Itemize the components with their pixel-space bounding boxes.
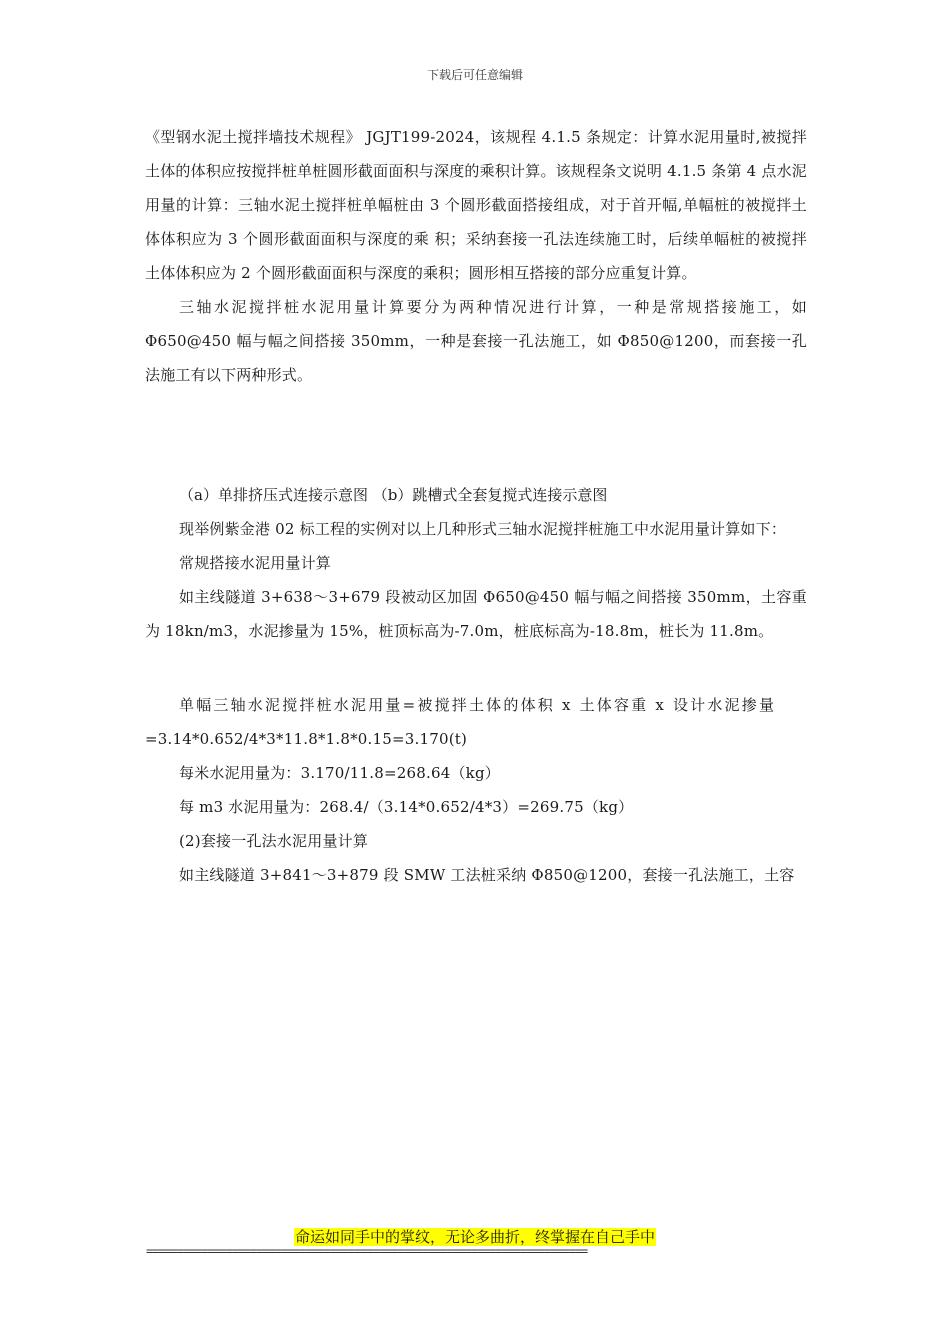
section-heading-regular: 常规搭接水泥用量计算 bbox=[179, 554, 332, 572]
paragraph-regular-params: 如主线隧道 3+638～3+679 段被动区加固 Φ650@450 幅与幅之间搭接 350mm，土容重为 18kn/m3，水泥掺量为 15%，桩顶标高为-7.0m，桩底标高为-18.8m，桩长为 11.8m。 bbox=[145, 588, 807, 640]
footer-motto-text: 命运如同手中的掌纹，无论多曲折，终掌握在自己手中 bbox=[294, 1228, 655, 1246]
paragraph-socket-params: 如主线隧道 3+841～3+879 段 SMW 工法桩采纳 Φ850@1200，套接一孔法施工，土容 bbox=[179, 866, 795, 884]
formula-definition: 单幅三轴水泥搅拌桩水泥用量=被搅拌土体的体积 x 土体容重 x 设计水泥掺量 bbox=[179, 696, 777, 714]
section-heading-socket: (2)套接一孔法水泥用量计算 bbox=[179, 832, 369, 850]
figure-placeholder bbox=[145, 392, 807, 478]
paragraph-regulation: 《型钢水泥土搅拌墙技术规程》 JGJT199-2024，该规程 4.1.5 条规定：计算水泥用量时,被搅拌土体的体积应按搅拌桩单桩圆形截面面积与深度的乘积计算。该规程条文说明 4.1.5 条第 4 点水泥用量的计算：三轴水泥土搅拌桩单幅桩由 3 个圆形截面搭接组成，对于首开幅,单幅桩的被搅拌土体体积应为 3 个圆形截面面积与深度的乘 积；采纳套接一孔法连续施工时，后续单幅桩的被搅拌土体体积应为 2 个圆形截面面积与深度的乘积；圆形相互搭接的部分应重复计算。 bbox=[145, 128, 807, 282]
spacer bbox=[145, 648, 807, 688]
per-m3-cement: 每 m3 水泥用量为：268.4/（3.14*0.652/4*3）=269.75（kg） bbox=[179, 798, 634, 816]
paragraph-two-cases: 三轴水泥搅拌桩水泥用量计算要分为两种情况进行计算，一种是常规搭接施工，如Φ650@450 幅与幅之间搭接 350mm，一种是套接一孔法施工，如 Φ850@1200，而套接一孔法施工有以下两种形式。 bbox=[145, 298, 807, 384]
page-header: 下载后可任意编辑 bbox=[426, 68, 523, 82]
footer-rule: ======================================================================== bbox=[146, 1244, 587, 1258]
per-meter-cement: 每米水泥用量为：3.170/11.8=268.64（kg） bbox=[179, 764, 500, 782]
document-body bbox=[145, 120, 807, 892]
formula-result: =3.14*0.652/4*3*11.8*1.8*0.15=3.170(t) bbox=[145, 730, 468, 748]
figure-caption: （a）单排挤压式连接示意图 （b）跳槽式全套复搅式连接示意图 bbox=[179, 486, 608, 504]
paragraph-example-intro: 现举例紫金港 02 标工程的实例对以上几种形式三轴水泥搅拌桩施工中水泥用量计算如下： bbox=[179, 520, 787, 538]
